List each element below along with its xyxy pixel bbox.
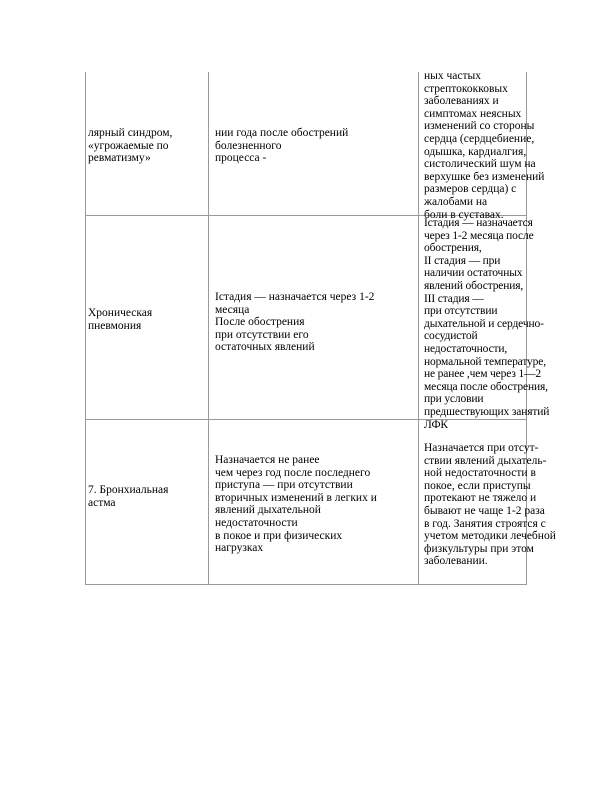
text-line: «угрожаемые по (88, 139, 169, 152)
text-line: сосудистой (424, 330, 478, 343)
text-line: сердца (сердцебиение, (424, 132, 535, 145)
text-line: ствии явлений дыхатель- (424, 454, 547, 467)
text-line: систолический шум на (424, 158, 536, 171)
text-line: стрептококковых (424, 82, 508, 95)
table-border-bottom (85, 584, 527, 585)
text-line: предшествующих занятий (424, 405, 550, 418)
text-line: симптомах неясных (424, 107, 522, 120)
text-line: процесса - (215, 152, 267, 165)
text-line: месяца (215, 303, 250, 316)
text-line: Хроническая (88, 307, 153, 319)
text-line: заболевании. (424, 555, 488, 568)
text-line: Iстадия — назначается через 1-2 (215, 291, 375, 303)
text-line: остаточных явлений (215, 341, 315, 354)
text-line: в покое и при физических (215, 529, 343, 542)
table-divider-1 (208, 72, 209, 585)
text-line: при отсутствии (424, 305, 498, 318)
text-line: чем через год после последнего (215, 466, 371, 479)
text-line: ЛФК (424, 418, 448, 431)
text-line: недостаточности, (424, 342, 508, 355)
text-line: После обострения (215, 316, 305, 329)
text-line: жалобами на (424, 195, 488, 208)
text-line: III стадия — (424, 292, 484, 305)
text-line: Назначается при отсут- (424, 442, 539, 454)
row3-col2-cell (215, 454, 377, 555)
text-line: верхушке без изменений (424, 170, 545, 183)
text-line: нагрузках (215, 542, 264, 555)
text-line: болезненного (215, 139, 282, 152)
text-line: учетом методики лечебной (424, 530, 556, 543)
row1-col1-cell (88, 127, 172, 165)
row1-col3-cell (424, 70, 544, 221)
text-line: при отсутствии его (215, 328, 309, 341)
text-line: лярный синдром, (88, 127, 173, 139)
text-line: бывают не чаще 1-2 раза (424, 504, 545, 517)
row3-col3-cell (424, 442, 556, 568)
row3-col1-cell (88, 484, 168, 509)
text-line: изменений со стороны (424, 120, 535, 133)
text-line: недостаточности (215, 516, 298, 529)
text-line: месяца после обострения, (424, 380, 548, 393)
text-line: физкультуры при этом (424, 542, 534, 555)
text-line: нормальной температуре, (424, 355, 546, 368)
text-line: ной недостаточности в (424, 467, 536, 480)
table-divider-2 (418, 72, 419, 585)
text-line: обострения, (424, 242, 482, 255)
text-line: размеров сердца) с (424, 183, 517, 196)
text-line: II стадия — при (424, 254, 501, 267)
text-line: не ранее ,чем через 1—2 (424, 368, 541, 381)
text-line: Iстадия — назначается (424, 217, 533, 229)
text-line: в год. Занятия строятся с (424, 517, 546, 530)
text-line: одышка, кардиалгия, (424, 145, 527, 158)
text-line: покое, если приступы (424, 479, 531, 492)
table-border-left (85, 72, 86, 585)
text-line: при условии (424, 393, 484, 406)
text-line: астма (88, 496, 116, 509)
text-line: ных частых (424, 70, 482, 82)
text-line: приступа — при отсутствии (215, 479, 353, 492)
text-line: Назначается не ранее (215, 454, 320, 466)
row2-col3-cell (424, 217, 549, 431)
text-line: протекают не тяжело и (424, 492, 537, 505)
row1-col2-cell (215, 127, 348, 165)
text-line: заболеваниях и (424, 95, 499, 108)
text-line: пневмония (88, 319, 142, 332)
text-line: дыхательной и сердечно- (424, 317, 544, 330)
text-line: явлений дыхательной (215, 504, 321, 517)
text-line: наличии остаточных (424, 267, 523, 280)
row2-col1-cell (88, 307, 152, 332)
text-line: ревматизму» (88, 152, 151, 165)
text-line: нии года после обострений (215, 127, 349, 139)
text-line: вторичных изменений в легких и (215, 491, 377, 504)
text-line: 7. Бронхиальная (88, 484, 169, 496)
row2-col2-cell (215, 291, 374, 354)
text-line: через 1-2 месяца после (424, 229, 534, 242)
text-line: явлений обострения, (424, 279, 524, 292)
text-line: боли в суставах. (424, 208, 504, 221)
table (85, 70, 556, 585)
